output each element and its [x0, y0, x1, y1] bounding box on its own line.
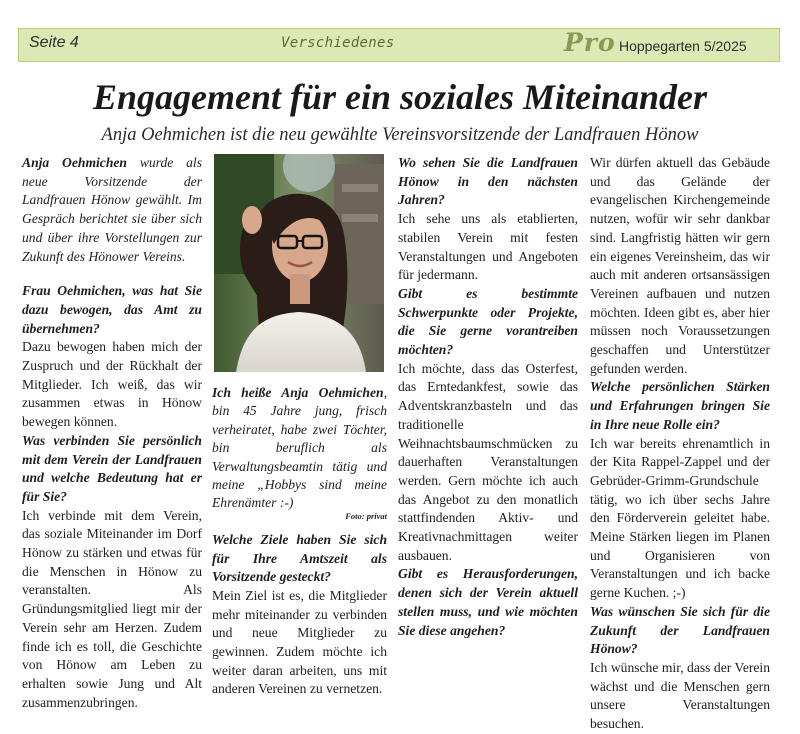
question-8: Was wünschen Sie sich für die Zukunft der Landfrauen Hönow? — [590, 603, 770, 657]
answer-6: Wir dürfen aktuell das Gebäude und das Gelände der evangelischen Kirchengemeinde nutzen, wofür wir sehr dankbar sind. Langfristig hätten wir gern ein eigenes Vereinsheim, das wir auch mit anderen ortsansässigen Vereinen aufbauen und nutzen möchten. Ideen gibt es, aber hier müssen noch Voraussetzungen geschaffen und Unterstützer gefunden werden. — [590, 155, 770, 376]
answer-2: Ich verbinde mit dem Verein, das soziale Miteinander im Dorf Hönow zu stärken und etwas für die Menschen in Hönow zu veranstalten. Als Gründungsmitglied liegt mir der Verein sehr am Herzen. Zudem finde ich es toll, die Geschichte von Hönow am Leben zu erhalten sowie Jung und Alt zusammenzubringen. — [22, 507, 202, 710]
question-1: Frau Oehmichen, was hat Sie dazu bewogen, das Amt zu übernehmen? — [22, 283, 202, 336]
article-column-4 — [590, 154, 770, 734]
photo-caption — [212, 384, 387, 513]
question-5: Gibt es bestimmte Schwerpunkte oder Projekte, die Sie gerne vorantreiben möchten? — [398, 285, 578, 358]
caption-text: , bin 45 Jahre jung, frisch verheiratet, habe zwei Töchter, bin beruflich als Verwaltungsbeamtin tätig und meine „Hobbys sind meine Ehrenämter :-) — [212, 385, 387, 511]
page-header — [18, 28, 780, 62]
article-column-1 — [22, 154, 202, 712]
answer-7: Ich war bereits ehrenamtlich in der Kita Rappel-Zappel und der Gebrüder-Grimm-Grundschule tätig, wo ich über sechs Jahre den Förderverein geleitet habe. Meine Stärken liegen im Planen und Organisieren von Veranstaltungen und ich backe gerne Kuchen. ;-) — [590, 435, 770, 601]
intro-name: Anja Oehmichen — [22, 155, 127, 170]
article-intro — [22, 154, 202, 266]
question-2: Was verbinden Sie persönlich mit dem Verein der Landfrauen und welche Bedeutung hat er für Sie? — [22, 432, 202, 504]
question-6: Gibt es Herausforderungen, denen sich der Verein aktuell stellen muss, und wie möchten Sie diese angehen? — [398, 566, 578, 638]
page-number: Seite 4 — [29, 34, 79, 51]
publication-issue: Hoppegarten 5/2025 — [619, 38, 747, 54]
question-7: Welche persönlichen Stärken und Erfahrungen bringen Sie in Ihre neue Rolle ein? — [590, 379, 770, 432]
answer-5: Ich möchte, dass das Osterfest, das Erntedankfest, sowie das Adventskranzbasteln und das traditionelle Weihnachtsbaumschmücken zu dauerhaften Veranstaltungen werden. Gern möchte ich auch das Angebot zu den monatlich stattfindenden Aktiv- und Kreativnachmittagen weiter ausbauen. — [398, 360, 578, 563]
answer-8: Ich wünsche mir, dass der Verein wächst und die Menschen gern unsere Veranstaltungen besuchen. — [590, 659, 770, 732]
answer-4: Ich sehe uns als etablierten, stabilen Verein mit festen Veranstaltungen und Angeboten für jedermann. — [398, 211, 578, 283]
answer-1: Dazu bewogen haben mich der Zuspruch und der Rückhalt der Mitglieder. Ich weiß, das wir zusammen etwas in Hönow bewegen können. — [22, 339, 202, 430]
article-column-3 — [398, 154, 578, 640]
article-subheadline: Anja Oehmichen ist die neu gewählte Vereinsvorsitzende der Landfrauen Hönow — [101, 125, 699, 145]
publication-logo: Pro — [564, 28, 616, 57]
question-4: Wo sehen Sie die Landfrauen Hönow in den nächsten Jahren? — [398, 155, 578, 208]
question-3: Welche Ziele haben Sie sich für Ihre Amtszeit als Vorsitzende gesteckt? — [212, 531, 387, 585]
intro-text: wurde als neue Vorsitzende der Landfrauen Hönow gewählt. Im Gespräch berichtet sie über sich und über ihre Vorstellungen zur Zukunft des Hönower Vereins. — [22, 155, 202, 264]
photo-credit: Foto: privat — [345, 510, 387, 521]
caption-name: Ich heiße Anja Oehmichen — [212, 385, 384, 400]
section-title: Verschiedenes — [281, 35, 395, 51]
answer-3: Mein Ziel ist es, die Mitglieder mehr miteinander zu verbinden und neue Mitglieder zu gewinnen. Zudem möchte ich weiter daran arbeiten, uns mit anderen Vereinen zu vernetzen. — [212, 587, 387, 697]
portrait-photo — [214, 154, 384, 372]
article-column-2 — [212, 154, 387, 699]
portrait-image — [214, 154, 384, 372]
article-headline: Engagement für ein soziales Miteinander — [92, 77, 708, 117]
